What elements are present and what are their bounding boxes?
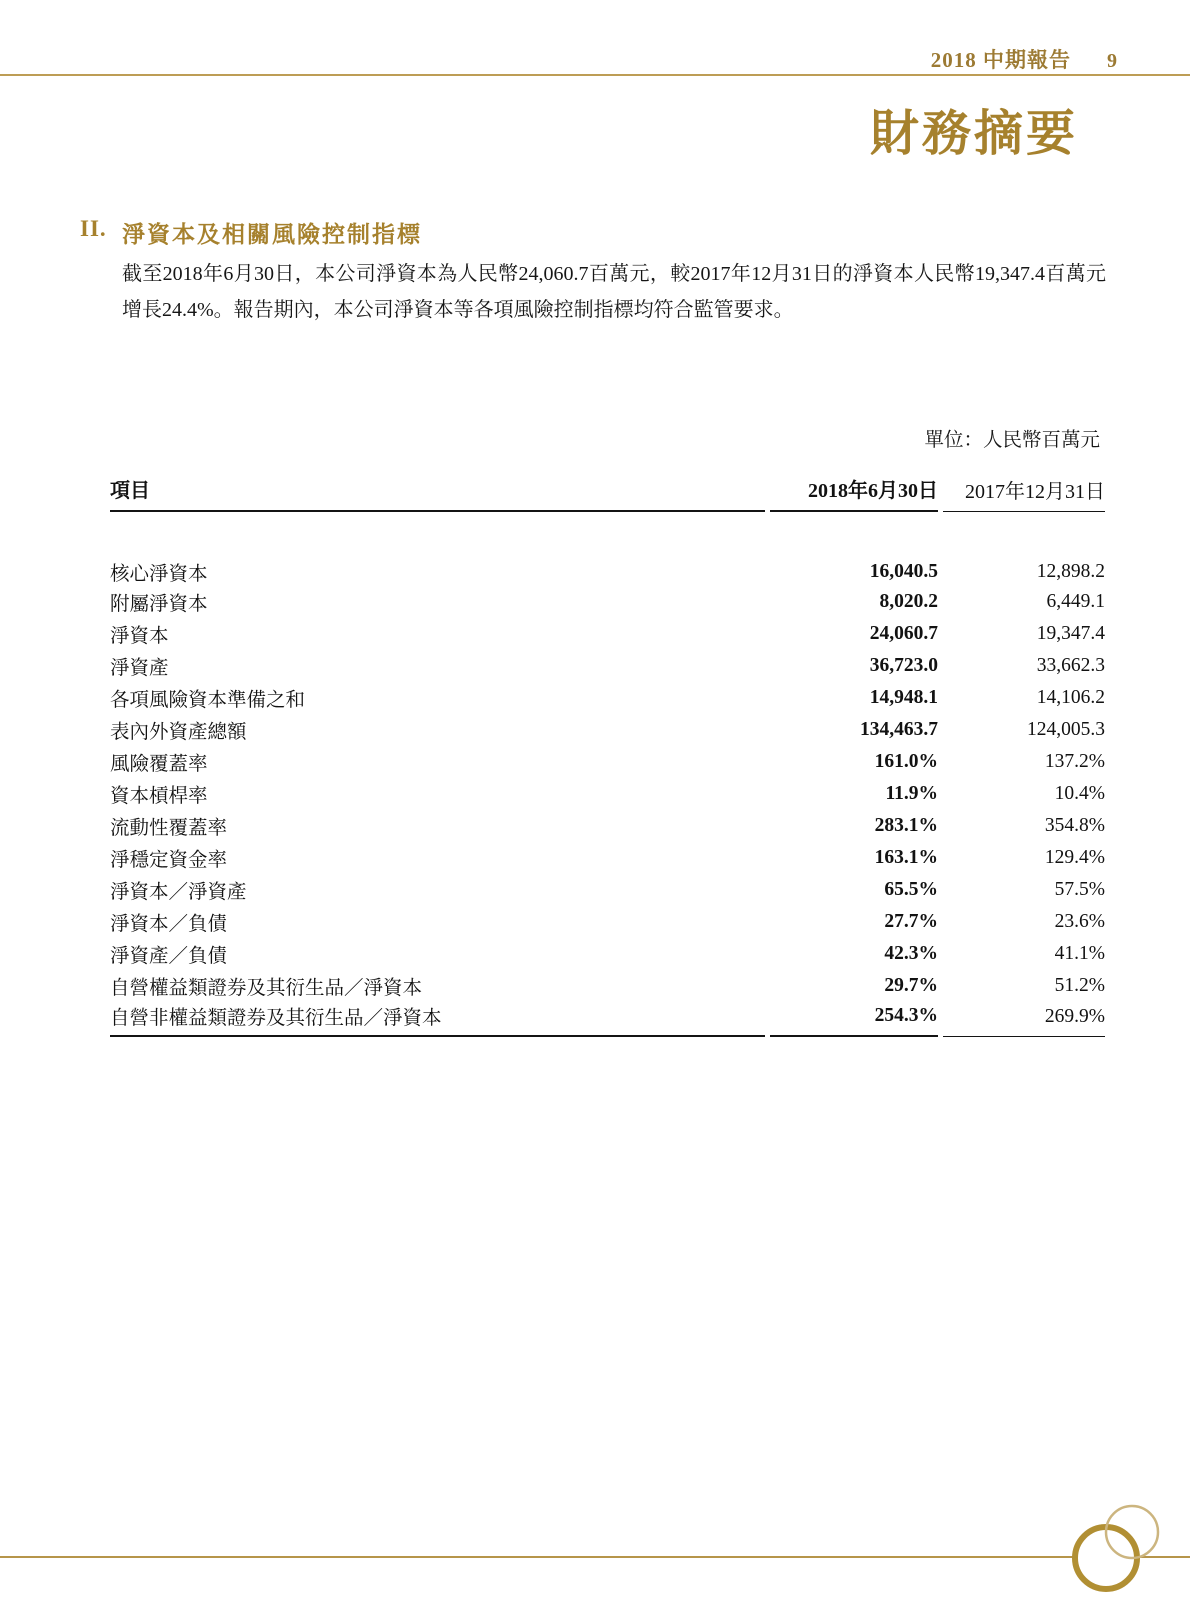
table-cell-v2018: 24,060.7 — [869, 623, 938, 644]
table-cell-v2018: 14,948.1 — [869, 687, 938, 708]
table-cell-item: 表內外資產總額 — [110, 722, 247, 743]
table-cell-v2018: 161.0% — [874, 751, 938, 772]
table-cell-item: 淨穩定資金率 — [110, 850, 228, 871]
table-cell-v2018: 16,040.5 — [869, 561, 938, 582]
table-row — [110, 586, 1105, 618]
table-cell-v2017: 12,898.2 — [1036, 561, 1105, 582]
table-cell-item: 淨資本／淨資產 — [110, 882, 247, 903]
table-cell-v2017: 10.4% — [1054, 783, 1105, 804]
table-row — [110, 810, 1105, 842]
table-cell-item: 流動性覆蓋率 — [110, 818, 228, 839]
table-cell-v2018: 27.7% — [884, 911, 938, 932]
table-row — [110, 842, 1105, 874]
table-row — [110, 714, 1105, 746]
table-cell-v2017: 129.4% — [1044, 847, 1105, 868]
table-cell-item: 附屬淨資本 — [110, 594, 208, 615]
financial-table — [105, 474, 1110, 1037]
report-title: 2018 中期報告 — [930, 48, 1071, 72]
table-cell-v2017: 51.2% — [1054, 975, 1105, 996]
table-cell-v2017: 137.2% — [1044, 751, 1105, 772]
table-cell-v2017: 57.5% — [1054, 879, 1105, 900]
column-header-2018: 2018年6月30日 — [770, 474, 938, 512]
table-cell-v2017: 14,106.2 — [1036, 687, 1105, 708]
table-cell-v2018: 283.1% — [874, 815, 938, 836]
table-row — [110, 778, 1105, 810]
table-cell-item: 淨資本 — [110, 626, 169, 647]
table-row — [110, 618, 1105, 650]
table-cell-item: 自營權益類證券及其衍生品／淨資本 — [110, 978, 423, 999]
table-cell-v2018: 11.9% — [885, 783, 938, 804]
table-row — [110, 512, 1105, 586]
table-cell-item: 自營非權益類證券及其衍生品／淨資本 — [110, 1002, 765, 1037]
table-cell-v2018: 65.5% — [884, 879, 938, 900]
table-header-row — [110, 474, 1105, 512]
column-header-item: 項目 — [110, 474, 765, 512]
table-cell-item: 資本槓桿率 — [110, 786, 208, 807]
table-row — [110, 938, 1105, 970]
table-cell-v2017: 41.1% — [1054, 943, 1105, 964]
table-body — [110, 512, 1105, 1037]
table-cell-v2018: 29.7% — [884, 975, 938, 996]
table-row — [110, 682, 1105, 714]
column-header-2017: 2017年12月31日 — [943, 474, 1105, 512]
section-numeral: II. — [80, 216, 107, 241]
page-number: 9 — [1107, 50, 1118, 72]
table-cell-v2017: 19,347.4 — [1036, 623, 1105, 644]
table-header — [110, 474, 1105, 512]
table-row — [110, 906, 1105, 938]
unit-note: 單位：人民幣百萬元 — [924, 430, 1100, 451]
table-cell-item: 核心淨資本 — [110, 564, 208, 585]
table-cell-v2018: 254.3% — [770, 1002, 938, 1037]
table-cell-item: 淨資產 — [110, 658, 169, 679]
table-cell-item: 風險覆蓋率 — [110, 754, 208, 775]
table-cell-item: 淨資本／負債 — [110, 914, 228, 935]
table-row — [110, 650, 1105, 682]
table-cell-v2018: 163.1% — [874, 847, 938, 868]
table-cell-v2018: 42.3% — [884, 943, 938, 964]
table-row — [110, 1002, 1105, 1037]
overlapping-circles-logo — [1058, 1492, 1168, 1604]
table-cell-v2017: 269.9% — [943, 1002, 1105, 1037]
table-row — [110, 874, 1105, 906]
table-cell-v2017: 6,449.1 — [1046, 591, 1105, 612]
intro-paragraph: 截至2018年6月30日，本公司淨資本為人民幣24,060.7百萬元，較2017年12月31日的淨資本人民幣19,347.4百萬元增長24.4%。報告期內，本公司淨資本等各項風險控制指標均符合監管要求。 — [122, 263, 1106, 321]
table-row — [110, 970, 1105, 1002]
page-title: 財務摘要 — [869, 106, 1078, 161]
table-cell-v2018: 36,723.0 — [869, 655, 938, 676]
footer-rule — [0, 1556, 1190, 1558]
page-header — [931, 44, 1118, 74]
header-rule — [0, 74, 1190, 76]
table-cell-v2017: 354.8% — [1044, 815, 1105, 836]
table-cell-v2017: 33,662.3 — [1036, 655, 1105, 676]
table-cell-v2018: 8,020.2 — [879, 591, 938, 612]
table-cell-item: 淨資產／負債 — [110, 946, 228, 967]
section-heading — [80, 216, 422, 249]
table-cell-item: 各項風險資本準備之和 — [110, 690, 306, 711]
table-row — [110, 746, 1105, 778]
table-cell-v2017: 124,005.3 — [1027, 719, 1105, 740]
table-cell-v2018: 134,463.7 — [860, 719, 938, 740]
section-heading-text: 淨資本及相關風險控制指標 — [122, 222, 422, 247]
table-cell-v2017: 23.6% — [1054, 911, 1105, 932]
